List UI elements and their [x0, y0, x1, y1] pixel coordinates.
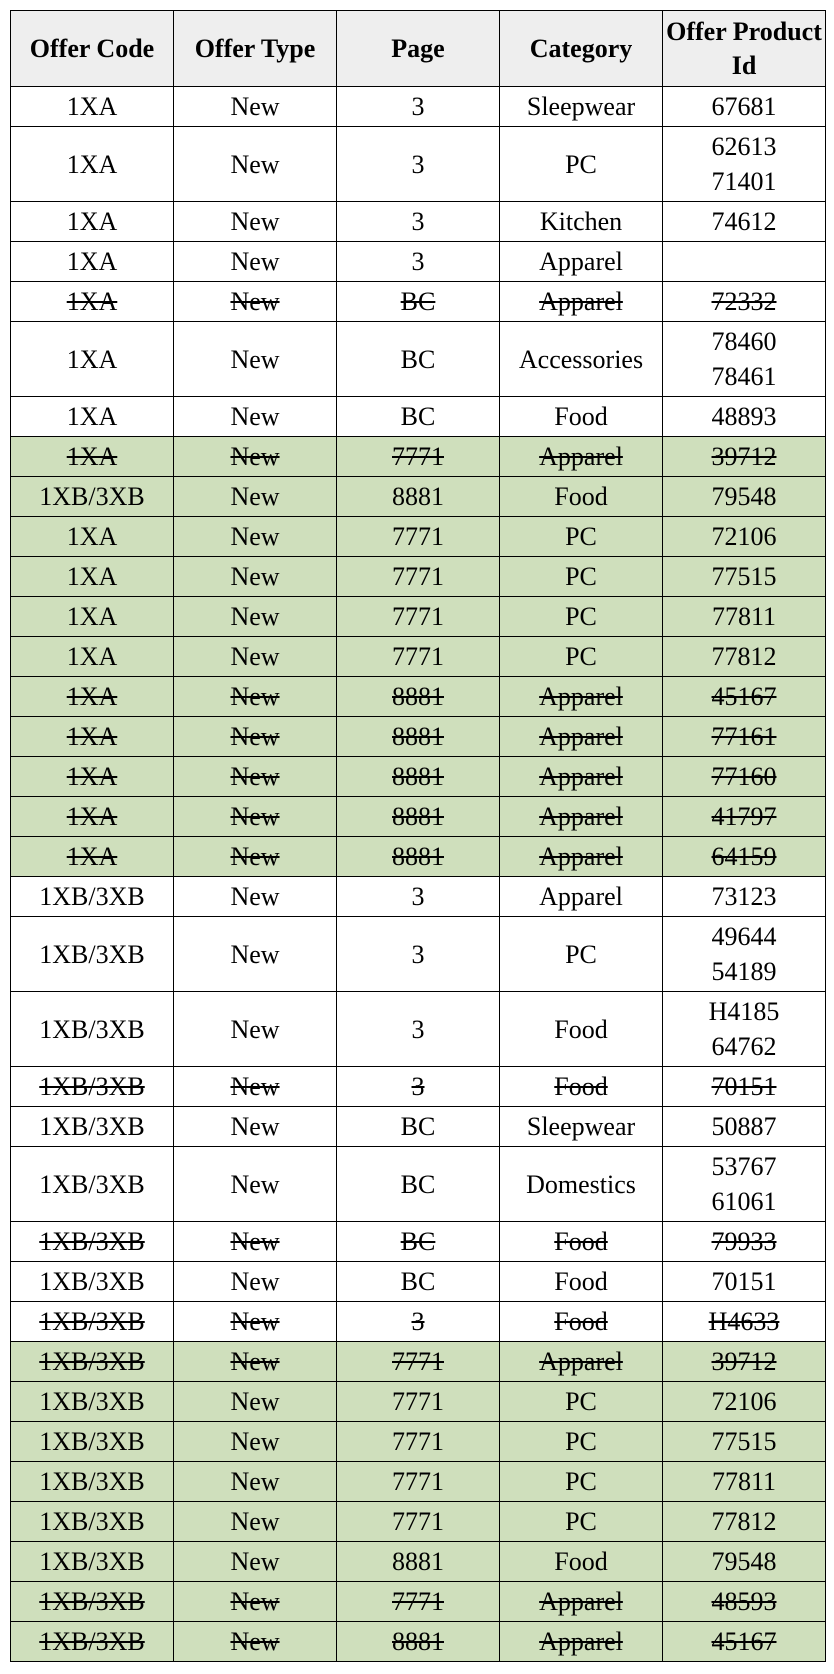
cell-offer-product-id	[663, 837, 826, 877]
cell-page: 3	[337, 917, 500, 992]
cell-category: Apparel	[500, 797, 663, 837]
cell-category: Sleepwear	[500, 87, 663, 127]
cell-offer-product-id	[663, 242, 826, 282]
table-row	[11, 397, 826, 437]
product-id: 39712	[711, 442, 777, 471]
cell-page: BC	[337, 1262, 500, 1302]
cell-page: BC	[337, 1147, 500, 1222]
cell-offer-product-id	[663, 797, 826, 837]
cell-category: Food	[500, 1222, 663, 1262]
cell-offer-product-id	[663, 1107, 826, 1147]
cell-offer-code: 1XB/3XB	[11, 1462, 174, 1502]
cell-category: Apparel	[500, 757, 663, 797]
cell-page: 7771	[337, 1462, 500, 1502]
table-row	[11, 1222, 826, 1262]
offer-table	[10, 10, 826, 1662]
cell-offer-type: New	[174, 477, 337, 517]
cell-page: 8881	[337, 477, 500, 517]
cell-page: 7771	[337, 557, 500, 597]
cell-offer-product-id	[663, 992, 826, 1067]
cell-offer-code: 1XA	[11, 127, 174, 202]
product-id: 77811	[711, 1467, 777, 1496]
cell-category: Apparel	[500, 877, 663, 917]
cell-offer-type: New	[174, 242, 337, 282]
cell-offer-type: New	[174, 1502, 337, 1542]
table-row	[11, 557, 826, 597]
cell-category: Apparel	[500, 437, 663, 477]
product-id: 64159	[711, 842, 777, 871]
cell-offer-code: 1XA	[11, 517, 174, 557]
table-row	[11, 717, 826, 757]
cell-offer-code: 1XA	[11, 87, 174, 127]
cell-page: BC	[337, 322, 500, 397]
cell-offer-product-id	[663, 87, 826, 127]
cell-category: Food	[500, 992, 663, 1067]
cell-page: 3	[337, 1302, 500, 1342]
product-id: 50887	[711, 1112, 777, 1141]
product-id: H4633	[708, 1307, 780, 1336]
table-row	[11, 1502, 826, 1542]
table-row	[11, 1342, 826, 1382]
cell-category: Food	[500, 397, 663, 437]
cell-offer-code: 1XB/3XB	[11, 1262, 174, 1302]
cell-offer-code: 1XB/3XB	[11, 1382, 174, 1422]
cell-offer-type: New	[174, 397, 337, 437]
product-id: 54189	[711, 957, 777, 986]
table-row	[11, 1107, 826, 1147]
cell-category: Apparel	[500, 242, 663, 282]
cell-category: PC	[500, 1462, 663, 1502]
cell-offer-type: New	[174, 797, 337, 837]
cell-offer-type: New	[174, 992, 337, 1067]
table-row	[11, 322, 826, 397]
cell-category: Apparel	[500, 837, 663, 877]
cell-page: 8881	[337, 1622, 500, 1662]
cell-offer-product-id	[663, 1147, 826, 1222]
cell-offer-product-id	[663, 127, 826, 202]
cell-offer-code: 1XA	[11, 637, 174, 677]
offer-table-container	[10, 10, 826, 1662]
product-id: 48593	[711, 1587, 777, 1616]
cell-page: BC	[337, 1222, 500, 1262]
cell-category: PC	[500, 1382, 663, 1422]
product-id: 67681	[711, 92, 777, 121]
cell-offer-type: New	[174, 1462, 337, 1502]
cell-offer-type: New	[174, 877, 337, 917]
table-row	[11, 1582, 826, 1622]
cell-offer-product-id	[663, 202, 826, 242]
cell-offer-product-id	[663, 1422, 826, 1462]
cell-offer-type: New	[174, 677, 337, 717]
cell-offer-product-id	[663, 557, 826, 597]
cell-offer-code: 1XB/3XB	[11, 1147, 174, 1222]
cell-offer-product-id	[663, 1382, 826, 1422]
product-id: 39712	[711, 1347, 777, 1376]
product-id: 62613	[711, 132, 777, 161]
cell-offer-type: New	[174, 1382, 337, 1422]
product-id: 70151	[711, 1267, 777, 1296]
cell-offer-type: New	[174, 1262, 337, 1302]
cell-offer-product-id	[663, 877, 826, 917]
cell-offer-product-id	[663, 1067, 826, 1107]
cell-offer-type: New	[174, 437, 337, 477]
cell-offer-type: New	[174, 1107, 337, 1147]
cell-offer-product-id	[663, 917, 826, 992]
product-id: 45167	[711, 1627, 777, 1656]
header-page: Page	[337, 11, 500, 87]
cell-offer-type: New	[174, 322, 337, 397]
cell-offer-type: New	[174, 517, 337, 557]
cell-offer-type: New	[174, 1542, 337, 1582]
product-id: 77812	[711, 642, 777, 671]
cell-page: 8881	[337, 717, 500, 757]
cell-category: Accessories	[500, 322, 663, 397]
cell-page: 7771	[337, 1342, 500, 1382]
cell-offer-product-id	[663, 1542, 826, 1582]
cell-page: 3	[337, 202, 500, 242]
product-id: 74612	[711, 207, 777, 236]
cell-offer-code: 1XB/3XB	[11, 1107, 174, 1147]
cell-category: Food	[500, 477, 663, 517]
cell-page: 7771	[337, 637, 500, 677]
cell-offer-product-id	[663, 1302, 826, 1342]
table-row	[11, 992, 826, 1067]
cell-offer-type: New	[174, 282, 337, 322]
cell-page: 3	[337, 1067, 500, 1107]
cell-page: 7771	[337, 437, 500, 477]
cell-offer-type: New	[174, 1222, 337, 1262]
cell-offer-code: 1XA	[11, 202, 174, 242]
product-id: 48893	[711, 402, 777, 431]
cell-offer-product-id	[663, 1462, 826, 1502]
table-row	[11, 1067, 826, 1107]
cell-offer-code: 1XB/3XB	[11, 1067, 174, 1107]
table-row	[11, 1262, 826, 1302]
table-row	[11, 877, 826, 917]
cell-category: PC	[500, 127, 663, 202]
product-id: H4185	[708, 997, 780, 1026]
cell-offer-type: New	[174, 1422, 337, 1462]
cell-page: 8881	[337, 837, 500, 877]
table-row	[11, 517, 826, 557]
cell-category: Apparel	[500, 717, 663, 757]
cell-offer-code: 1XA	[11, 677, 174, 717]
table-row	[11, 597, 826, 637]
table-body	[11, 87, 826, 1662]
product-id: 45167	[711, 682, 777, 711]
cell-offer-type: New	[174, 917, 337, 992]
cell-offer-type: New	[174, 1302, 337, 1342]
cell-offer-code: 1XA	[11, 797, 174, 837]
cell-category: PC	[500, 517, 663, 557]
cell-offer-type: New	[174, 1147, 337, 1222]
table-row	[11, 1622, 826, 1662]
header-offer-product-id: Offer Product Id	[663, 11, 826, 87]
cell-page: 7771	[337, 1582, 500, 1622]
product-id: 49644	[711, 922, 777, 951]
cell-offer-code: 1XA	[11, 837, 174, 877]
product-id: 78461	[711, 362, 777, 391]
cell-page: 3	[337, 242, 500, 282]
cell-offer-product-id	[663, 597, 826, 637]
product-id: 70151	[711, 1072, 777, 1101]
cell-offer-product-id	[663, 282, 826, 322]
product-id: 77812	[711, 1507, 777, 1536]
product-id: 73123	[711, 882, 777, 911]
cell-category: Apparel	[500, 1582, 663, 1622]
table-row	[11, 242, 826, 282]
cell-page: 3	[337, 87, 500, 127]
header-offer-type: Offer Type	[174, 11, 337, 87]
cell-offer-code: 1XA	[11, 557, 174, 597]
cell-offer-code: 1XB/3XB	[11, 1342, 174, 1382]
table-row	[11, 477, 826, 517]
product-id: 72106	[711, 1387, 777, 1416]
product-id: 71401	[711, 167, 777, 196]
cell-offer-code: 1XA	[11, 597, 174, 637]
cell-offer-code: 1XB/3XB	[11, 1622, 174, 1662]
cell-offer-product-id	[663, 637, 826, 677]
cell-offer-code: 1XB/3XB	[11, 1542, 174, 1582]
cell-offer-type: New	[174, 127, 337, 202]
table-row	[11, 837, 826, 877]
cell-offer-product-id	[663, 437, 826, 477]
product-id: 77515	[711, 562, 777, 591]
table-row	[11, 757, 826, 797]
cell-offer-product-id	[663, 1582, 826, 1622]
cell-offer-code: 1XB/3XB	[11, 877, 174, 917]
table-row	[11, 797, 826, 837]
table-row	[11, 202, 826, 242]
cell-page: 3	[337, 127, 500, 202]
table-row	[11, 1382, 826, 1422]
cell-category: PC	[500, 1422, 663, 1462]
cell-offer-type: New	[174, 837, 337, 877]
cell-offer-code: 1XA	[11, 437, 174, 477]
cell-category: PC	[500, 917, 663, 992]
cell-page: BC	[337, 397, 500, 437]
product-id: 78460	[711, 327, 777, 356]
table-row	[11, 637, 826, 677]
product-id: 79548	[711, 482, 777, 511]
cell-page: 7771	[337, 1422, 500, 1462]
cell-offer-code: 1XB/3XB	[11, 1222, 174, 1262]
cell-page: 3	[337, 877, 500, 917]
cell-category: Kitchen	[500, 202, 663, 242]
cell-offer-product-id	[663, 322, 826, 397]
cell-offer-type: New	[174, 87, 337, 127]
cell-category: Food	[500, 1067, 663, 1107]
header-category: Category	[500, 11, 663, 87]
cell-category: Apparel	[500, 1342, 663, 1382]
cell-page: BC	[337, 1107, 500, 1147]
cell-category: Sleepwear	[500, 1107, 663, 1147]
product-id: 72106	[711, 522, 777, 551]
product-id: 64762	[711, 1032, 777, 1061]
table-row	[11, 1147, 826, 1222]
table-row	[11, 1542, 826, 1582]
cell-offer-type: New	[174, 202, 337, 242]
product-id: 77160	[711, 762, 777, 791]
product-id: 77515	[711, 1427, 777, 1456]
cell-page: 7771	[337, 1382, 500, 1422]
cell-category: Domestics	[500, 1147, 663, 1222]
cell-offer-code: 1XA	[11, 757, 174, 797]
cell-offer-product-id	[663, 1342, 826, 1382]
product-id: 61061	[711, 1187, 777, 1216]
cell-offer-code: 1XB/3XB	[11, 992, 174, 1067]
cell-offer-type: New	[174, 1622, 337, 1662]
cell-offer-product-id	[663, 1622, 826, 1662]
cell-category: PC	[500, 597, 663, 637]
cell-category: Apparel	[500, 677, 663, 717]
cell-offer-product-id	[663, 1262, 826, 1302]
cell-offer-type: New	[174, 557, 337, 597]
cell-offer-code: 1XB/3XB	[11, 1302, 174, 1342]
cell-offer-code: 1XB/3XB	[11, 477, 174, 517]
cell-page: 7771	[337, 597, 500, 637]
cell-offer-product-id	[663, 517, 826, 557]
cell-page: 8881	[337, 797, 500, 837]
product-id: 77811	[711, 602, 777, 631]
cell-page: 8881	[337, 757, 500, 797]
table-row	[11, 127, 826, 202]
product-id: 72332	[711, 287, 777, 316]
cell-category: Apparel	[500, 1622, 663, 1662]
cell-page: 7771	[337, 1502, 500, 1542]
table-row	[11, 87, 826, 127]
cell-offer-code: 1XA	[11, 322, 174, 397]
cell-offer-product-id	[663, 397, 826, 437]
cell-category: Food	[500, 1302, 663, 1342]
cell-offer-product-id	[663, 477, 826, 517]
cell-offer-type: New	[174, 717, 337, 757]
cell-offer-type: New	[174, 1342, 337, 1382]
cell-offer-type: New	[174, 1582, 337, 1622]
cell-category: PC	[500, 557, 663, 597]
cell-offer-product-id	[663, 717, 826, 757]
table-row	[11, 1302, 826, 1342]
cell-category: PC	[500, 1502, 663, 1542]
table-row	[11, 1422, 826, 1462]
product-id: 53767	[711, 1152, 777, 1181]
cell-category: Apparel	[500, 282, 663, 322]
cell-offer-code: 1XB/3XB	[11, 1422, 174, 1462]
cell-offer-product-id	[663, 1502, 826, 1542]
table-row	[11, 1462, 826, 1502]
cell-offer-code: 1XA	[11, 242, 174, 282]
cell-offer-type: New	[174, 637, 337, 677]
cell-offer-code: 1XA	[11, 717, 174, 757]
cell-category: PC	[500, 637, 663, 677]
cell-offer-type: New	[174, 597, 337, 637]
table-row	[11, 917, 826, 992]
cell-offer-product-id	[663, 1222, 826, 1262]
cell-page: 8881	[337, 677, 500, 717]
cell-offer-code: 1XB/3XB	[11, 1502, 174, 1542]
cell-offer-code: 1XA	[11, 282, 174, 322]
table-header	[11, 11, 826, 87]
cell-page: 8881	[337, 1542, 500, 1582]
cell-page: 3	[337, 992, 500, 1067]
product-id: 41797	[711, 802, 777, 831]
table-row	[11, 437, 826, 477]
cell-offer-type: New	[174, 757, 337, 797]
cell-offer-code: 1XB/3XB	[11, 1582, 174, 1622]
cell-page: BC	[337, 282, 500, 322]
product-id: 79933	[711, 1227, 777, 1256]
cell-offer-code: 1XB/3XB	[11, 917, 174, 992]
product-id: 77161	[711, 722, 777, 751]
cell-offer-type: New	[174, 1067, 337, 1107]
cell-offer-product-id	[663, 757, 826, 797]
header-offer-code: Offer Code	[11, 11, 174, 87]
cell-offer-code: 1XA	[11, 397, 174, 437]
cell-category: Food	[500, 1542, 663, 1582]
cell-offer-product-id	[663, 677, 826, 717]
table-row	[11, 282, 826, 322]
product-id: 79548	[711, 1547, 777, 1576]
cell-page: 7771	[337, 517, 500, 557]
cell-category: Food	[500, 1262, 663, 1302]
header-row	[11, 11, 826, 87]
table-row	[11, 677, 826, 717]
